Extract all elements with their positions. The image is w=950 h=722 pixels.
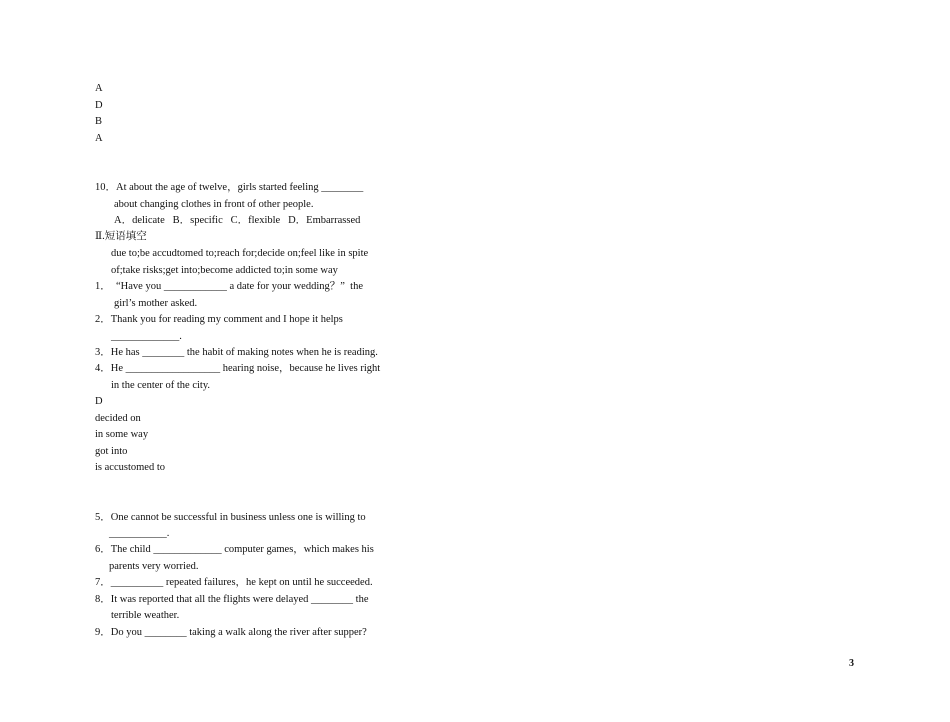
question-line-cont: parents very worried. (109, 561, 199, 572)
answer-line: D (95, 100, 103, 111)
question-line: 2．Thank you for reading my comment and I hope it helps (95, 314, 343, 325)
question-line: 9．Do you ________ taking a walk along the river after supper? (95, 627, 367, 638)
phrase-bank: due to;be accudtomed to;reach for;decide on;feel like in spite (111, 248, 369, 259)
question-line-cont: _____________. (111, 331, 182, 342)
answer-line: D (95, 396, 103, 407)
question-line-cont: in the center of the city. (111, 380, 211, 391)
question-10-text: 10．At about the age of twelve，girls started feeling ________ (95, 182, 364, 193)
question-line: 1． “Have you ____________ a date for your wedding？” the (95, 281, 363, 292)
answer-line: got into (95, 446, 128, 457)
question-line: 7．__________ repeated failures，he kept on until he succeeded. (95, 577, 373, 588)
question-line-cont: ___________. (109, 528, 170, 539)
question-10-options: A．delicate B．specific C．flexible D．Embarrassed (114, 215, 361, 226)
answer-line: A (95, 133, 103, 144)
answer-line: B (95, 116, 103, 127)
question-line: 3．He has ________ the habit of making notes when he is reading. (95, 347, 378, 358)
question-line: 8．It was reported that all the flights were delayed ________ the (95, 594, 369, 605)
question-line: 5．One cannot be successful in business unless one is willing to (95, 512, 366, 523)
answer-line: A (95, 83, 103, 94)
question-line: 6．The child _____________ computer games，which makes his (95, 544, 374, 555)
section-heading: Ⅱ.短语填空 (95, 231, 147, 242)
question-line: 4．He __________________ hearing noise，because he lives right (95, 363, 381, 374)
question-line-cont: terrible weather. (111, 610, 180, 621)
phrase-bank: of;take risks;get into;become addicted to;in some way (111, 265, 338, 276)
answer-line: is accustomed to (95, 462, 165, 473)
answer-line: in some way (95, 429, 149, 440)
page-number: 3 (849, 658, 854, 669)
question-10-text-cont: about changing clothes in front of other people. (114, 199, 314, 210)
question-line-cont: girl’s mother asked. (114, 298, 198, 309)
answer-line: decided on (95, 413, 141, 424)
